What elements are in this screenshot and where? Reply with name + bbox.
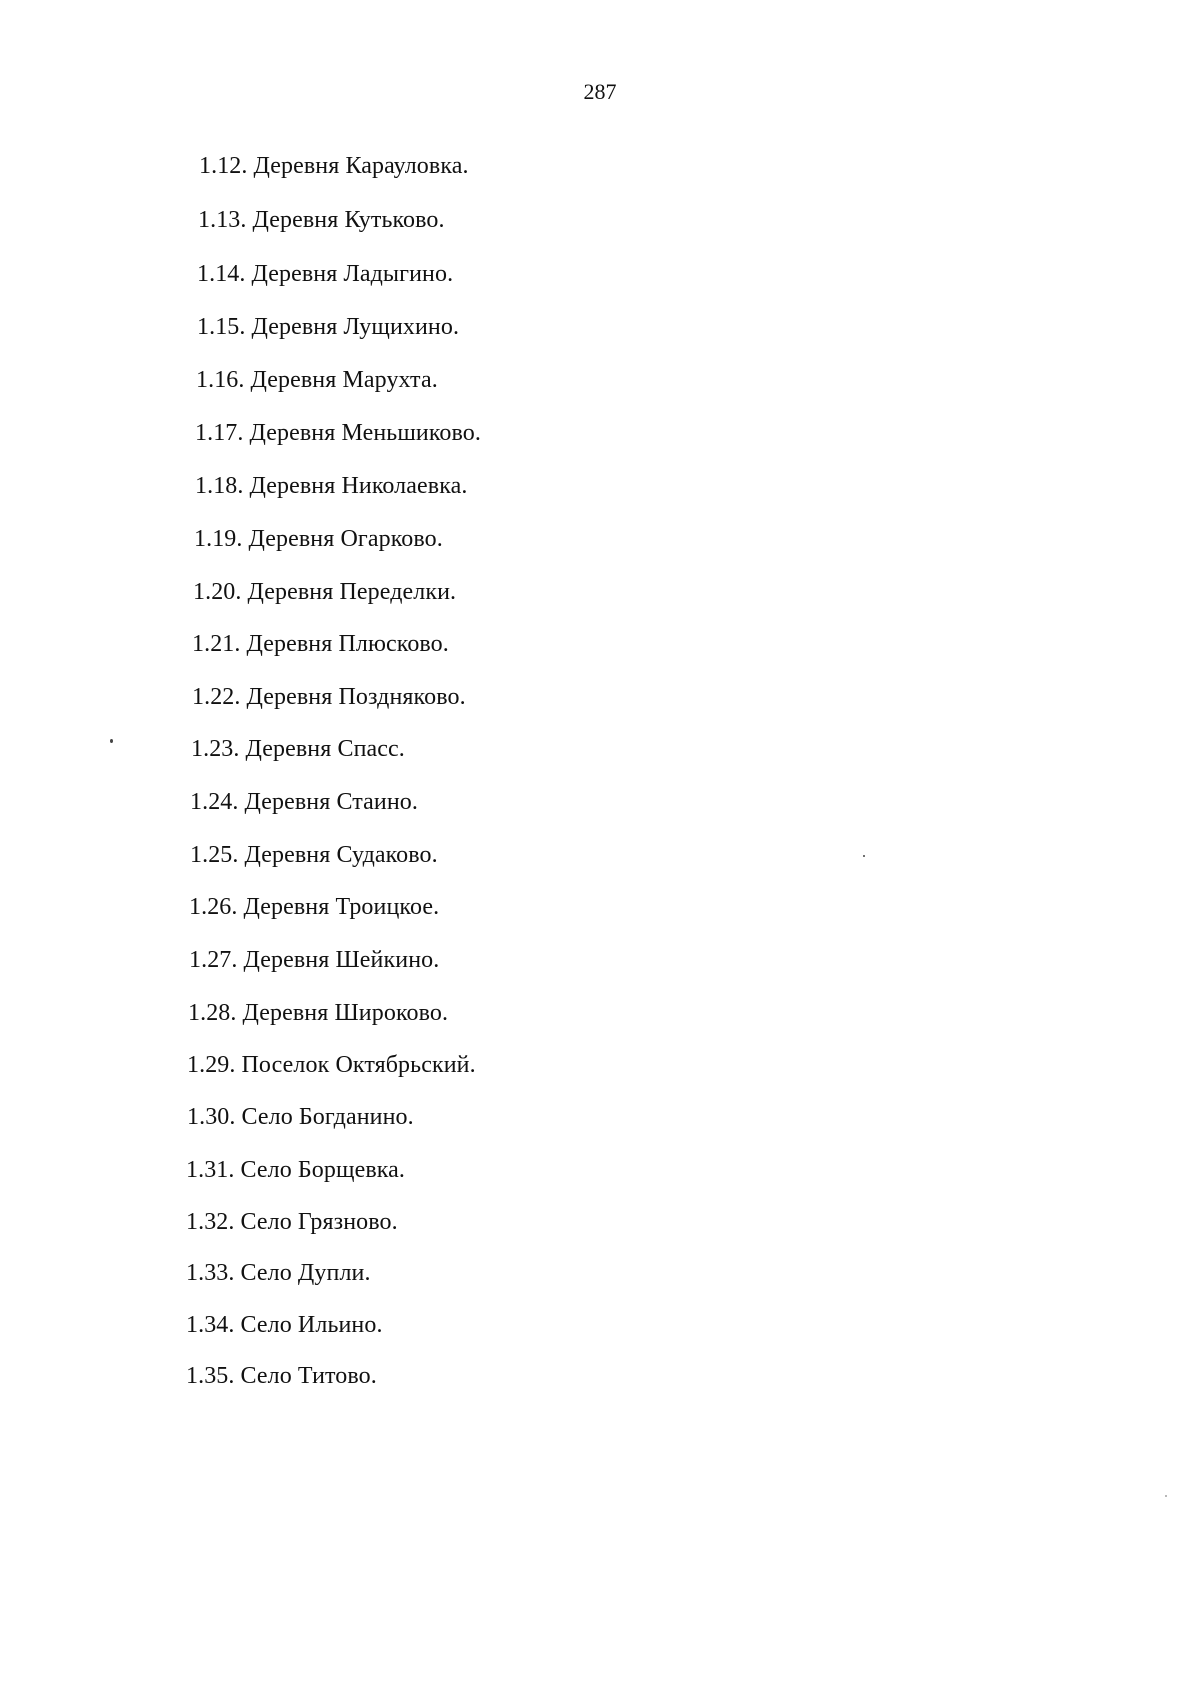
scan-speck bbox=[1165, 1495, 1167, 1497]
item-number: 1.22. bbox=[192, 684, 241, 710]
item-text: Деревня Шейкино. bbox=[243, 947, 440, 973]
item-text: Село Титово. bbox=[240, 1363, 377, 1389]
item-text: Деревня Троицкое. bbox=[243, 894, 440, 920]
item-number: 1.13. bbox=[198, 207, 247, 233]
list-item bbox=[197, 259, 453, 289]
item-number: 1.32. bbox=[186, 1209, 235, 1235]
item-number: 1.29. bbox=[187, 1052, 236, 1078]
page-number: 287 bbox=[583, 79, 617, 104]
item-number: 1.31. bbox=[186, 1157, 235, 1183]
item-text: Деревня Плюсково. bbox=[246, 631, 449, 657]
item-number: 1.25. bbox=[190, 842, 239, 868]
item-number: 1.14. bbox=[197, 261, 246, 287]
list-item bbox=[186, 1310, 383, 1340]
item-number: 1.34. bbox=[186, 1312, 235, 1338]
list-item bbox=[186, 1258, 371, 1288]
item-text: Деревня Лущихино. bbox=[251, 314, 460, 340]
item-number: 1.26. bbox=[189, 894, 238, 920]
item-number: 1.27. bbox=[189, 947, 238, 973]
scan-speck bbox=[110, 739, 113, 743]
item-number: 1.19. bbox=[194, 526, 243, 552]
list-item bbox=[189, 892, 439, 922]
item-text: Деревня Спасс. bbox=[245, 736, 405, 762]
item-text: Село Грязново. bbox=[240, 1209, 398, 1235]
list-item bbox=[192, 629, 449, 659]
item-text: Деревня Поздняково. bbox=[246, 684, 466, 710]
list-item bbox=[187, 1050, 476, 1080]
item-number: 1.18. bbox=[195, 473, 244, 499]
item-text: Деревня Широково. bbox=[242, 1000, 449, 1026]
item-text: Деревня Переделки. bbox=[247, 579, 457, 605]
list-item bbox=[199, 151, 469, 181]
list-item bbox=[195, 418, 481, 448]
list-item bbox=[190, 840, 438, 870]
item-text: Деревня Николаевка. bbox=[249, 473, 468, 499]
list-item bbox=[186, 1207, 398, 1237]
item-text: Поселок Октябрьский. bbox=[241, 1052, 476, 1078]
item-text: Село Ильино. bbox=[240, 1312, 383, 1338]
list-item bbox=[193, 577, 456, 607]
item-text: Деревня Марухта. bbox=[250, 367, 438, 393]
item-number: 1.17. bbox=[195, 420, 244, 446]
item-number: 1.23. bbox=[191, 736, 240, 762]
list-item bbox=[186, 1155, 405, 1185]
item-number: 1.30. bbox=[187, 1104, 236, 1130]
item-text: Село Борщевка. bbox=[240, 1157, 406, 1183]
list-item bbox=[187, 1102, 414, 1132]
list-item bbox=[195, 471, 467, 501]
item-number: 1.21. bbox=[192, 631, 241, 657]
list-item bbox=[191, 734, 405, 764]
item-number: 1.28. bbox=[188, 1000, 237, 1026]
item-text: Село Богданино. bbox=[241, 1104, 414, 1130]
item-number: 1.15. bbox=[197, 314, 246, 340]
scan-speck bbox=[863, 855, 865, 857]
list-item bbox=[189, 945, 439, 975]
item-number: 1.20. bbox=[193, 579, 242, 605]
list-item bbox=[194, 524, 443, 554]
item-text: Деревня Кутьково. bbox=[252, 207, 445, 233]
item-text: Деревня Стаино. bbox=[244, 789, 418, 815]
item-number: 1.24. bbox=[190, 789, 239, 815]
item-text: Деревня Огарково. bbox=[248, 526, 443, 552]
list-item bbox=[198, 205, 445, 235]
item-text: Деревня Меньшиково. bbox=[249, 420, 481, 446]
item-text: Деревня Карауловка. bbox=[253, 153, 469, 179]
list-item bbox=[192, 682, 466, 712]
item-text: Село Дупли. bbox=[240, 1260, 371, 1286]
list-item bbox=[190, 787, 418, 817]
list-item bbox=[197, 312, 459, 342]
item-number: 1.33. bbox=[186, 1260, 235, 1286]
list-item bbox=[186, 1361, 377, 1391]
item-number: 1.16. bbox=[196, 367, 245, 393]
list-item bbox=[188, 998, 448, 1028]
item-text: Деревня Судаково. bbox=[244, 842, 438, 868]
item-number: 1.35. bbox=[186, 1363, 235, 1389]
item-number: 1.12. bbox=[199, 153, 248, 179]
item-text: Деревня Ладыгино. bbox=[251, 261, 454, 287]
list-item bbox=[196, 365, 438, 395]
